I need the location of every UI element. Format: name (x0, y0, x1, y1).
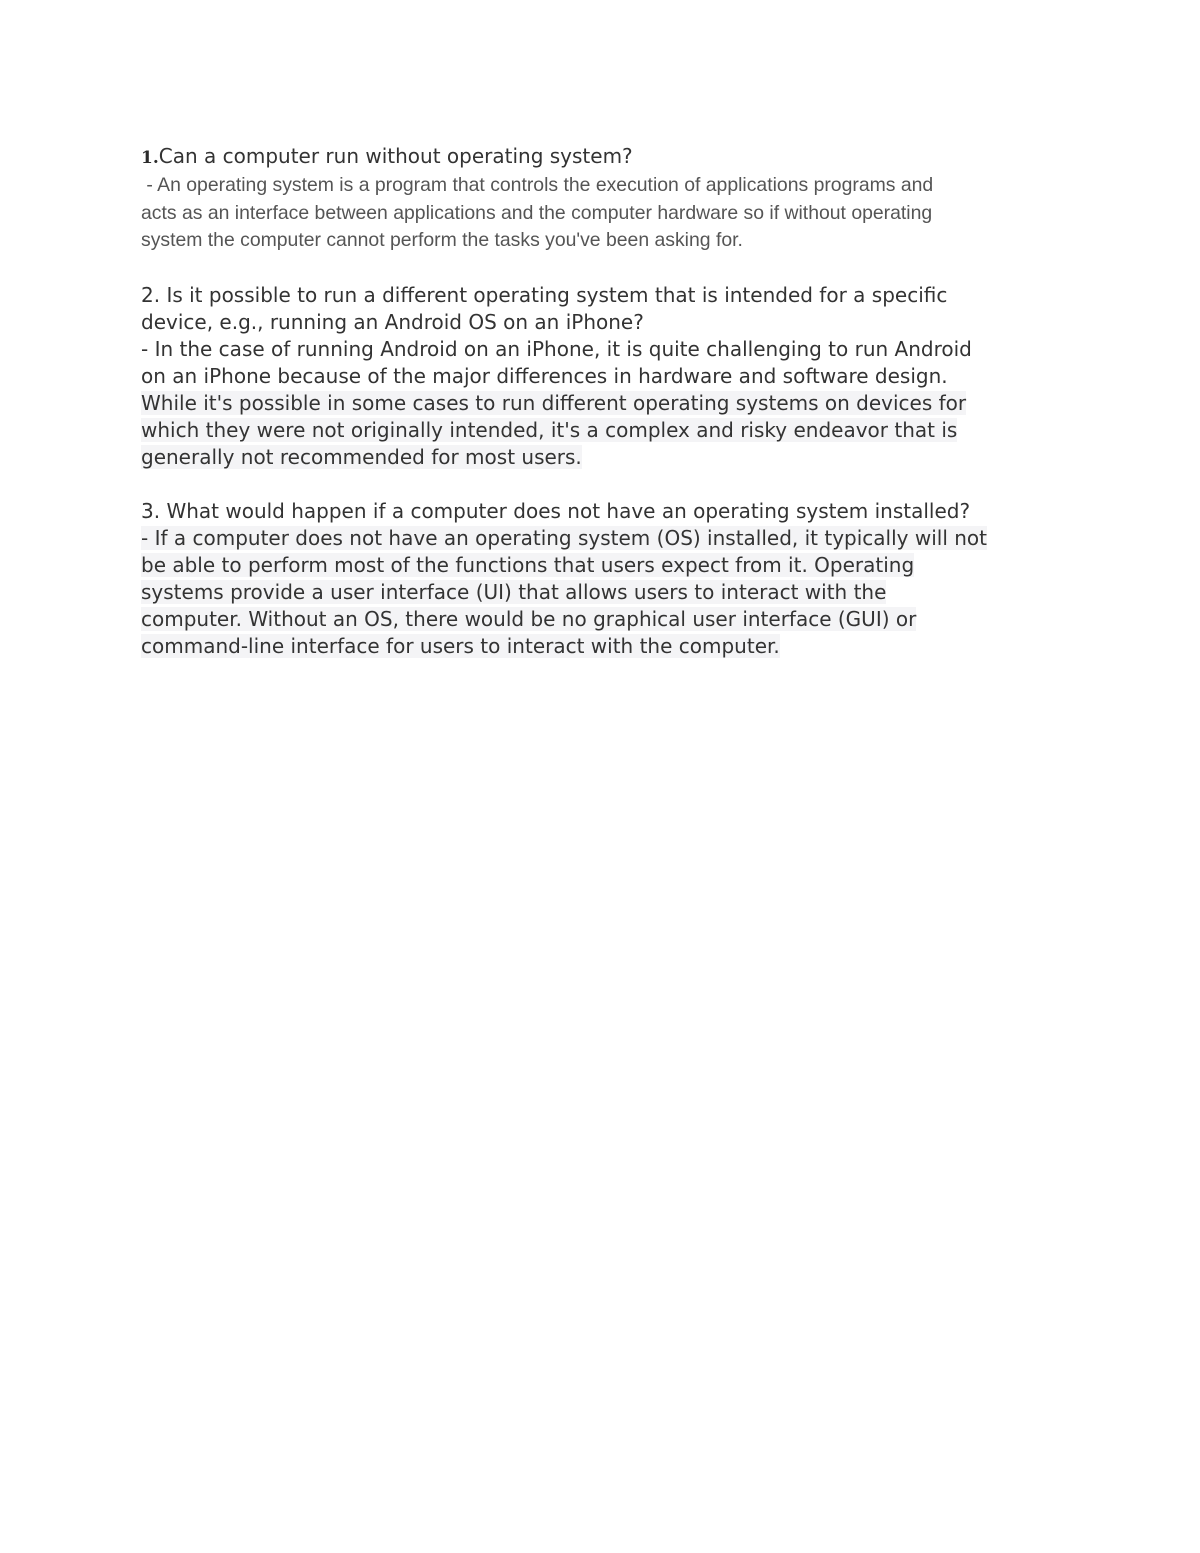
answer-line: acts as an interface between applications and the computer hardware so if without operating (141, 201, 933, 224)
qa-block-2 (141, 282, 1071, 471)
answer-2 (141, 336, 1071, 471)
highlighted-answer-line: generally not recommended for most users. (141, 444, 582, 469)
highlighted-answer-line: computer. Without an OS, there would be no graphical user interface (GUI) or (141, 606, 917, 631)
answer-1 (141, 172, 1071, 255)
answer-line: - In the case of running Android on an iPhone, it is quite challenging to run Android (141, 336, 972, 361)
answer-line: on an iPhone because of the major differences in hardware and software design. (141, 363, 948, 388)
highlighted-answer-line: which they were not originally intended, it's a complex and risky endeavor that is (141, 417, 958, 442)
question-3 (141, 498, 1071, 525)
highlighted-answer-line: be able to perform most of the functions that users expect from it. Operating (141, 552, 915, 577)
question-text: Can a computer run without operating system? (158, 144, 633, 168)
question-2 (141, 282, 1071, 336)
question-number: 1. (141, 148, 159, 168)
question-line: device, e.g., running an Android OS on an iPhone? (141, 309, 644, 334)
answer-line: - An operating system is a program that controls the execution of applications programs and (141, 174, 934, 196)
qa-block-3 (141, 498, 1071, 660)
highlighted-answer-line: - If a computer does not have an operating system (OS) installed, it typically will not (141, 525, 988, 550)
highlighted-answer-line: command-line interface for users to interact with the computer. (141, 633, 780, 658)
document-body (141, 143, 1071, 687)
qa-block-1 (141, 143, 1071, 255)
highlighted-answer-line: systems provide a user interface (UI) that allows users to interact with the (141, 579, 887, 604)
question-1 (141, 143, 1071, 172)
highlighted-answer-line: While it's possible in some cases to run different operating systems on devices for (141, 390, 967, 415)
question-line: 2. Is it possible to run a different operating system that is intended for a specific (141, 282, 948, 307)
answer-3 (141, 525, 1071, 660)
answer-line: system the computer cannot perform the tasks you've been asking for. (141, 229, 743, 251)
question-line: 3. What would happen if a computer does not have an operating system installed? (141, 498, 971, 523)
